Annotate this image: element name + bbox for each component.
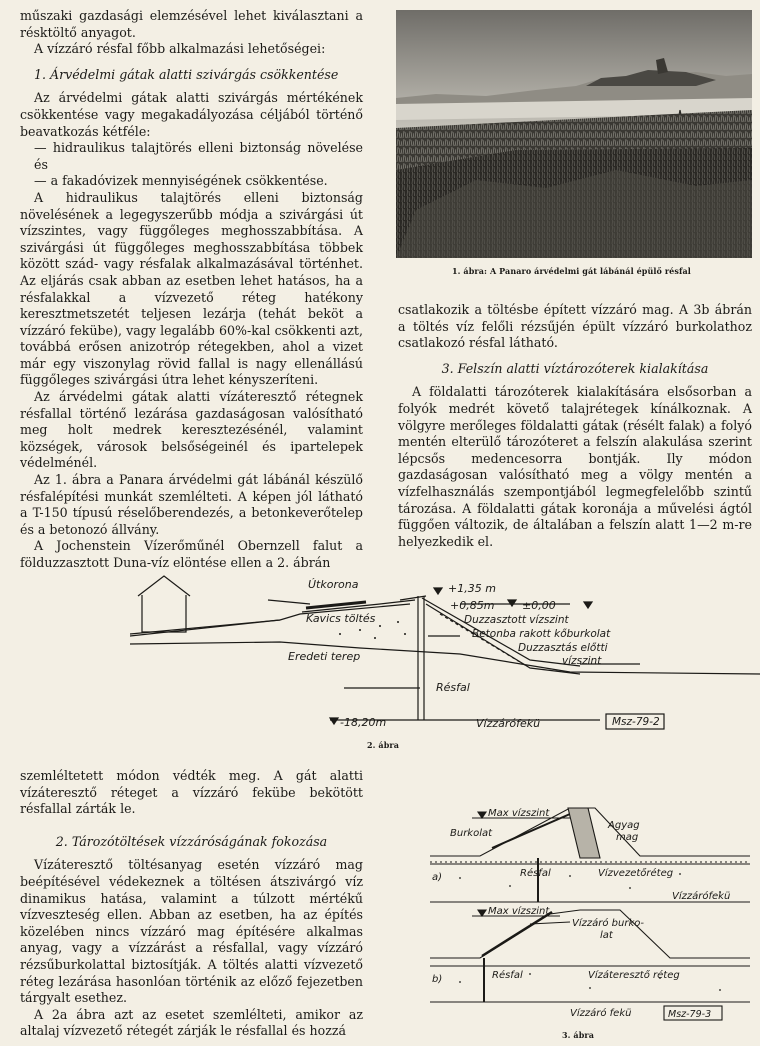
label-resfal-a: Résfal: [520, 868, 551, 879]
left-column-top: [20, 8, 363, 572]
label-max-vizszint-a: Max vízszint: [488, 808, 550, 819]
label-minus1820: -18,20m: [340, 716, 387, 729]
figure-3-diagram: [420, 798, 760, 1028]
paragraph: A 2a ábra azt az esetet szemlélteti, amikor az altalaj vízvezető rétegét zárják le résfallal és hozzá: [20, 1006, 363, 1039]
paragraph: A földalatti tározóterek kialakítására elsősorban a folyók medrét követő talajrétegek kínálkoznak. A völgyre merőleges földalatti gátak (résélt falak) a folyó mentén elterülő tározóteret a felszín alakulása szerint lépcsős medencesorra bontják. Ily módon gazdaságosan valósítható meg a völgy mentén a vízfelhasználás szempontjából legmegfelelőbb szintű tározása. A földalatti gátak koronája a művelési ágtól függően változik, de általában a felszín alatt 1—2 m-re helyezkedik el.: [398, 384, 752, 549]
right-column-top: [398, 302, 752, 550]
paragraph: Vízáteresztő töltésanyag esetén vízzáró mag beépítésével védekeznek a töltésen átszivárgó víz dinamikus hatása, valamint a túlzott mértékű vízveszteség ellen. Abban az esetben, ha az építés közelében nincs vízzáró mag építésére alkalmas anyag, vagy a vízzárást a résfallal, vagy vízzáró rézsűburkolattal biztosítják. A töltés alatti vízvezető réteg lezárása hasonlóan történik az előző fejezetben tárgyalt esethez.: [20, 857, 363, 1006]
label-duzz-elotti: Duzzasztás előtti: [518, 642, 608, 654]
paragraph: szemléltetett módon védték meg. A gát alatti vízáteresztő réteget a vízzáró fekübe bekötött résfallal zárták le.: [20, 768, 363, 817]
label-resfal: Résfal: [436, 681, 470, 694]
label-code-2: Msz-79-2: [612, 716, 660, 728]
label-max-vizszint-b: Max vízszint: [488, 906, 550, 917]
section-heading-3: 3. Felszín alatti víztározóterek kialakítása: [441, 360, 709, 376]
label-mag: mag: [616, 832, 639, 843]
section-heading-2: 2. Tározótöltések vízzáróságának fokozása: [55, 833, 328, 849]
label-beton: Betonba rakott kőburkolat: [472, 628, 611, 640]
paragraph: A vízzáró résfal főbb alkalmazási lehetőségei:: [34, 41, 326, 57]
figure-1-caption: 1. ábra: A Panaro árvédelmi gát lábánál épülő résfal: [452, 266, 691, 276]
paragraph: műszaki gazdasági elemzésével lehet kiválasztani a résktöltő anyagot.: [20, 8, 363, 40]
paragraph: Az 1. ábra a Panara árvédelmi gát lábánál készülő résfalépítési munkát szemlélteti. A képen jól látható a T-150 típusú réselőberendezés, a betonkeverőtelep és a betonozó állvány.: [20, 472, 363, 537]
label-plus135: +1,35 m: [448, 582, 496, 595]
label-resfal-b: Résfal: [492, 970, 523, 981]
label-burkolat: Burkolat: [450, 828, 493, 839]
label-duzz: Duzzasztott vízszint: [464, 614, 569, 626]
label-vizatereszto: Vízáteresztő réteg: [588, 970, 680, 981]
figure-2-diagram: [130, 570, 760, 752]
label-eredeti-terep: Eredeti terep: [288, 650, 361, 663]
label-feku-b: Vízzáró fekü: [570, 1008, 632, 1019]
label-vizzaro-burkolat: Vízzáró burko-: [572, 918, 644, 929]
paragraph: Az árvédelmi gátak alatti vízáteresztő rétegnek résfallal történő lezárása gazdaságosan valósítható meg holt medrek keresztezésénél, valamint községek, városok belsőségeinél és ipartelepek védelménél.: [20, 389, 363, 471]
label-zero: ±0,00: [522, 599, 556, 612]
paragraph: Az árvédelmi gátak alatti szivárgás mértékének csökkentése vagy megakadályozása céljából történő beavatkozás kétféle:: [20, 90, 363, 139]
paragraph: A Jochenstein Vízerőműnél Obernzell falut a földuzzasztott Duna-víz elöntése ellen a 2. ábrán: [20, 538, 363, 570]
figure-1-photo: [396, 10, 752, 258]
figure-3-caption: 3. ábra: [562, 1030, 595, 1040]
label-vizszint: vízszint: [562, 655, 602, 667]
label-plus085: +0,85m: [450, 599, 495, 612]
label-feku: Vízzárófekü: [476, 717, 541, 730]
label-vizvezeto: Vízvezetőréteg: [598, 868, 674, 879]
dash-item: — a fakadóvizek mennyiségének csökkentése.: [34, 173, 328, 189]
label-feku-a: Vízzárófekü: [672, 891, 731, 902]
label-lat: lat: [600, 930, 613, 941]
section-heading-1: 1. Árvédelmi gátak alatti szivárgás csökkentése: [34, 66, 339, 82]
label-kavics: Kavics töltés: [306, 612, 376, 625]
label-b: b): [432, 974, 443, 985]
label-a: a): [432, 872, 443, 883]
label-utkorona: Útkorona: [308, 578, 359, 591]
paragraph: A hidraulikus talajtörés elleni biztonság növelésének a legegyszerűbb módja a szivárgási út vízszintes, vagy függőleges meghosszabbítása. A szivárgási út függőleges meghosszabbítása többek között szád- vagy résfalak alkalmazásával történhet. Az eljárás csak abban az esetben lehet hatásos, ha a résfalakkal a vízvezető réteg hatékony keresztmetszetét teljesen lezárja (tehát beköt a vízzáró fekübe), vagy legalább 60%-kal csökkenti azt, továbbá erősen anizotróp rétegekben, ahol a vizet már egy viszonylag rövid fallal is nagy ellenállású függőleges szivárgási útra lehet kényszeríteni.: [20, 189, 363, 388]
figure-2-caption: 2. ábra: [367, 740, 400, 750]
dash-item: — hidraulikus talajtörés elleni biztonság növelése és: [34, 140, 363, 172]
label-code-3: Msz-79-3: [668, 1009, 712, 1020]
paragraph: csatlakozik a töltésbe épített vízzáró mag. A 3b ábrán a töltés víz felőli rézsűjén épült vízzáró burkolathoz csatlakozó résfal látható.: [398, 302, 752, 351]
left-column-bottom: [20, 768, 363, 1040]
label-agyag: Agyag: [608, 820, 640, 831]
